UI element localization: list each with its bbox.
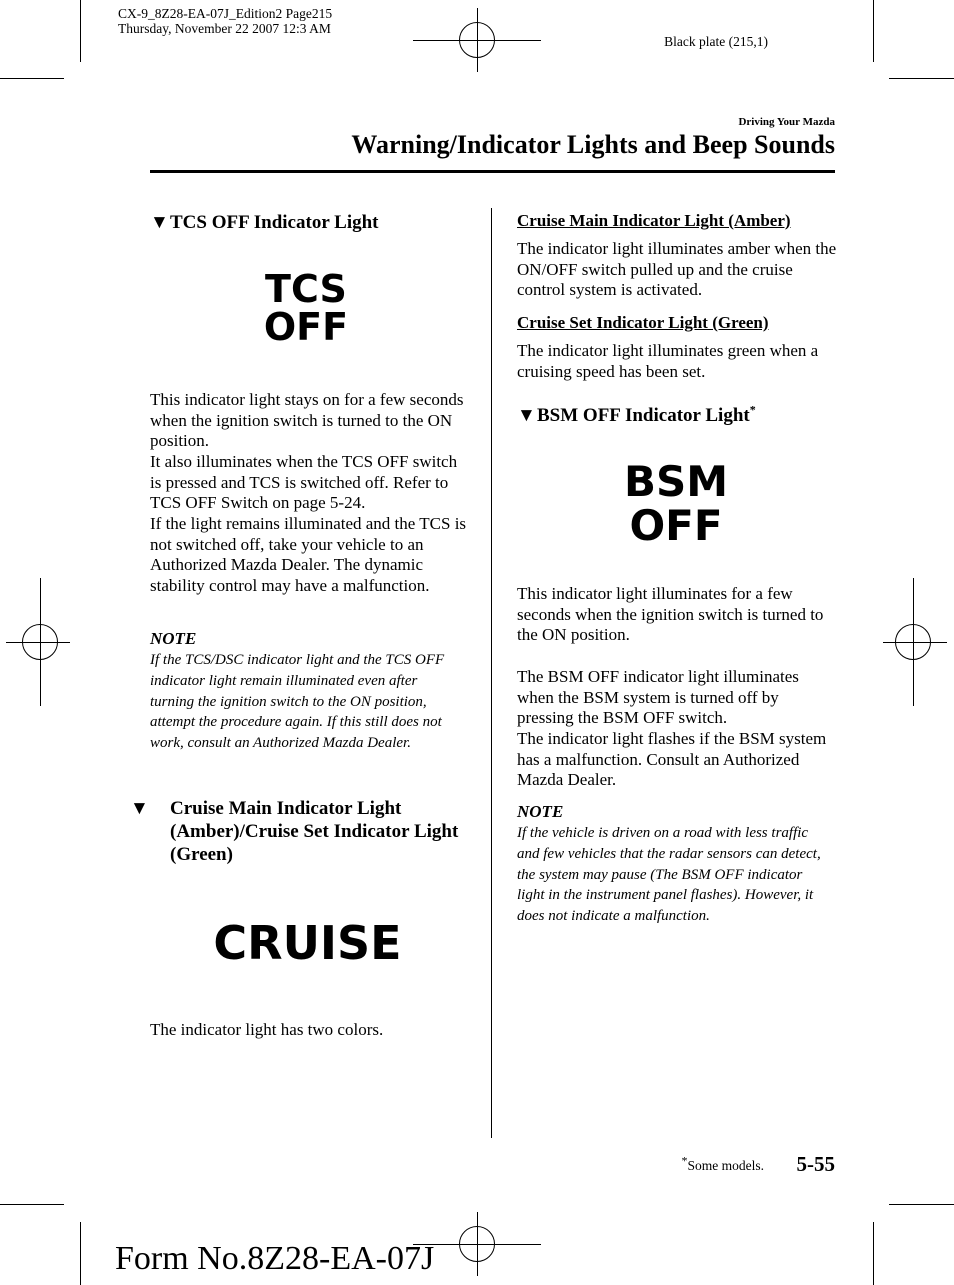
plate-info-line1: CX-9_8Z28-EA-07J_Edition2 Page215 xyxy=(118,6,333,21)
plate-info xyxy=(118,6,332,36)
crop-mark xyxy=(873,1222,874,1285)
cruise-paragraph-1: The indicator light has two colors. xyxy=(150,1020,384,1039)
bsm-off-heading: ▼BSM OFF Indicator Light* xyxy=(517,402,756,426)
plate-info-line2: Thursday, November 22 2007 12:3 AM xyxy=(118,21,331,36)
bsm-paragraph-2: The BSM OFF indicator light illuminates when the BSM system is turned off by pressing the BSM OFF switch. xyxy=(517,667,799,728)
tcs-note-text: If the TCS/DSC indicator light and the TCS OFF indicator light remain illuminated even after turning the ignition switch to the ON position, attempt the procedure again. If this still does not work, consult an Authorized Mazda Dealer. xyxy=(150,652,445,752)
crop-mark xyxy=(873,0,874,62)
cruise-main-text: The indicator light illuminates amber when the ON/OFF switch pulled up and the cruise control system is activated. xyxy=(517,239,837,300)
cruise-main-heading: Cruise Main Indicator Light (Amber) xyxy=(517,211,791,230)
crop-mark xyxy=(0,78,64,79)
triangle-down-icon: ▼ xyxy=(517,405,536,426)
chapter-title: Driving Your Mazda xyxy=(738,116,835,128)
asterisk-icon: * xyxy=(749,402,756,417)
triangle-down-icon: ▼ xyxy=(150,212,169,233)
triangle-down-icon: ▼ xyxy=(130,798,149,819)
tcs-paragraph-3: If the light remains illuminated and the TCS is not switched off, take your vehicle to an Authorized Mazda Dealer. The dynamic stability control may have a malfunction. xyxy=(150,514,467,596)
footnote: *Some models. xyxy=(681,1153,764,1173)
tcs-note-heading: NOTE xyxy=(150,629,197,648)
plate-label: Black plate (215,1) xyxy=(664,34,768,49)
bsm-off-symbol: BSM OFF xyxy=(623,457,729,550)
crop-mark xyxy=(0,1204,64,1205)
title-rule xyxy=(150,170,835,173)
crop-mark xyxy=(889,1204,954,1205)
crop-mark xyxy=(80,1222,81,1285)
cruise-set-text: The indicator light illuminates green when a cruising speed has been set. xyxy=(517,341,819,381)
crop-mark xyxy=(80,0,81,62)
cruise-heading: ▼ Cruise Main Indicator Light (Amber)/Cruise Set Indicator Light (Green) xyxy=(130,798,459,865)
tcs-paragraph-2: It also illuminates when the TCS OFF switch is pressed and TCS is switched off. Refer to TCS OFF Switch on page 5-24. xyxy=(150,452,458,513)
tcs-off-symbol: TCS OFF xyxy=(263,267,349,349)
cruise-set-heading: Cruise Set Indicator Light (Green) xyxy=(517,313,769,332)
bsm-paragraph-1: This indicator light illuminates for a few seconds when the ignition switch is turned to the ON position. xyxy=(517,584,824,645)
bsm-paragraph-3: The indicator light flashes if the BSM system has a malfunction. Consult an Authorized Mazda Dealer. xyxy=(517,729,827,790)
page-number: 5-55 xyxy=(796,1152,835,1176)
tcs-paragraph-1: This indicator light stays on for a few seconds when the ignition switch is turned to the ON position. xyxy=(150,390,464,451)
cruise-symbol: CRUISE xyxy=(213,916,402,970)
bsm-note-text: If the vehicle is driven on a road with less traffic and few vehicles that the radar sensors can detect, the system may pause (The BSM OFF indicator light in the instrument panel flashes). However, it does not indicate a malfunction. xyxy=(517,825,821,925)
column-divider xyxy=(491,208,492,1138)
tcs-off-heading: ▼TCS OFF Indicator Light xyxy=(150,212,379,233)
form-number: Form No.8Z28-EA-07J xyxy=(115,1240,435,1277)
bsm-note-heading: NOTE xyxy=(517,802,564,821)
crop-mark xyxy=(889,78,954,79)
section-title: Warning/Indicator Lights and Beep Sounds xyxy=(351,130,835,159)
asterisk-icon: * xyxy=(681,1153,688,1168)
